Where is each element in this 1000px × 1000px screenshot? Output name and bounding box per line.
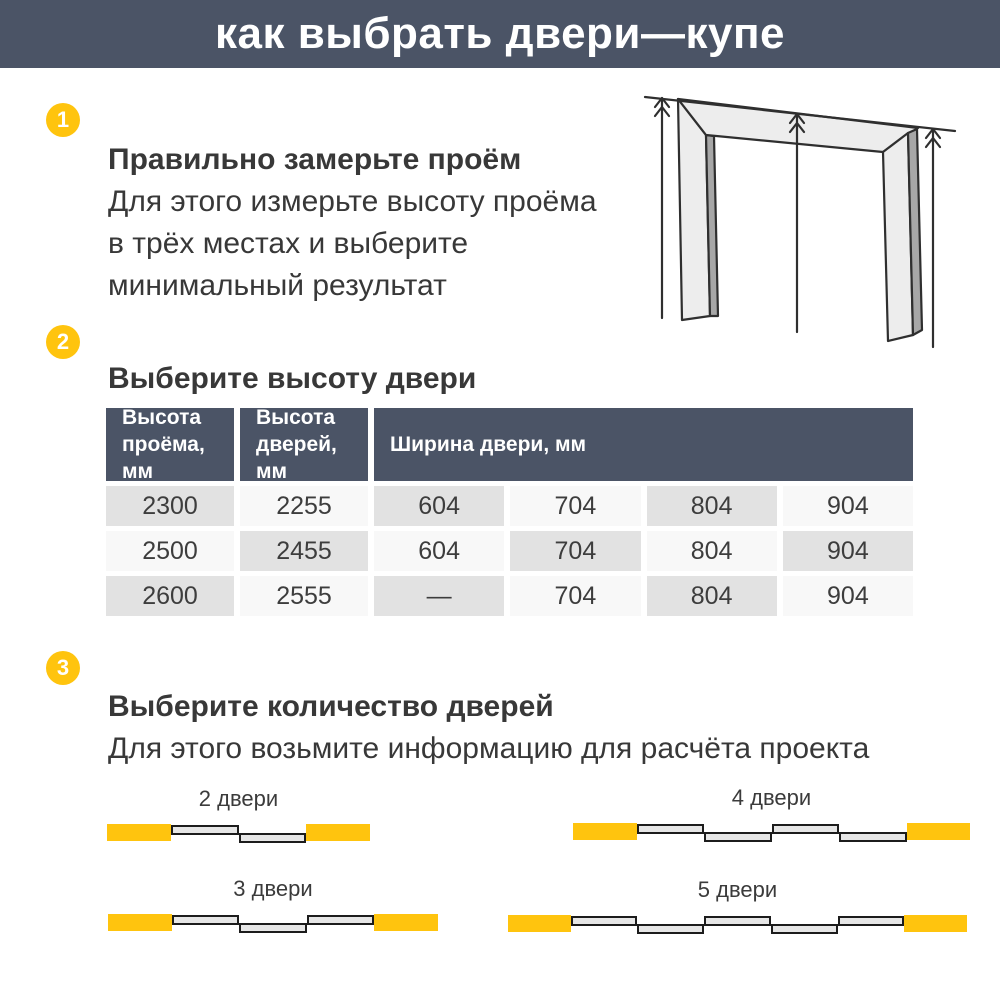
table-cell: 804 — [647, 486, 777, 526]
door-panel — [704, 916, 771, 926]
doors-diagram-4-label: 4 двери — [731, 785, 812, 810]
door-panel — [571, 916, 638, 926]
door-panel — [172, 915, 240, 925]
door-opening-measurement-illustration — [600, 85, 1000, 355]
wall-segment — [904, 915, 967, 932]
step-1-body-line: минимальный результат — [108, 269, 447, 302]
table-cell: 804 — [647, 576, 777, 616]
wall-segment — [108, 914, 172, 931]
wall-segment — [306, 824, 370, 841]
step-2-number: 2 — [56, 329, 70, 354]
table-cell: 2555 — [240, 576, 368, 616]
door-height-table — [106, 408, 913, 616]
title-banner — [0, 0, 1000, 68]
door-panel — [704, 832, 772, 842]
table-cell: 704 — [510, 531, 640, 571]
door-panel — [239, 923, 307, 933]
table-cell: 2300 — [106, 486, 234, 526]
table-cell: 604 — [374, 531, 504, 571]
step-1-heading: Правильно замерьте проём — [108, 143, 522, 176]
doors-diagram-2-label: 2 двери — [198, 786, 279, 811]
table-cell: 2455 — [240, 531, 368, 571]
door-panel — [772, 824, 840, 834]
step-2-text — [108, 358, 476, 400]
table-cell: 904 — [783, 576, 913, 616]
wall-segment — [907, 823, 971, 840]
table-cell: 2255 — [240, 486, 368, 526]
door-panel — [239, 833, 307, 843]
table-header-door-width: Ширина двери, мм — [374, 408, 913, 481]
doors-diagram-2-row — [107, 824, 370, 844]
door-panel — [307, 915, 375, 925]
step-1-number: 1 — [56, 107, 70, 132]
doors-diagram-3-row — [108, 914, 438, 934]
step-1-body-line: в трёх местах и выберите — [108, 227, 469, 260]
doors-diagram-3 — [108, 876, 438, 934]
table-cell: 2600 — [106, 576, 234, 616]
door-panel — [839, 832, 907, 842]
step-1-badge — [46, 103, 80, 137]
doors-diagram-3-label: 3 двери — [233, 876, 313, 901]
page-title: как выбрать двери—купе — [214, 9, 786, 58]
step-1-text — [108, 139, 597, 307]
table-cell: 804 — [647, 531, 777, 571]
doors-diagram-4-row — [573, 823, 970, 843]
wall-segment — [107, 824, 171, 841]
doors-diagram-4 — [573, 785, 970, 843]
doors-diagram-5-label: 5 двери — [697, 877, 778, 902]
step-1-body-line: Для этого измерьте высоту проёма — [108, 185, 597, 218]
door-panel — [637, 924, 704, 934]
step-3-text — [108, 686, 869, 770]
wall-segment — [374, 914, 438, 931]
doors-diagram-2 — [107, 786, 370, 844]
step-3-number: 3 — [56, 655, 70, 680]
door-panel — [838, 916, 905, 926]
doors-diagram-5 — [508, 877, 967, 935]
table-header-opening-height: Высота проёма, мм — [106, 408, 234, 481]
doors-diagram-5-row — [508, 915, 967, 935]
door-panel — [171, 825, 239, 835]
step-3-body-line: Для этого возьмите информацию для расчёта проекта — [108, 732, 870, 765]
table-header-door-height: Высота дверей, мм — [240, 408, 368, 481]
step-3-badge — [46, 651, 80, 685]
wall-segment — [573, 823, 637, 840]
table-cell: — — [374, 576, 504, 616]
wall-segment — [508, 915, 571, 932]
door-panel — [637, 824, 705, 834]
table-cell: 904 — [783, 531, 913, 571]
step-2-badge — [46, 325, 80, 359]
table-cell: 704 — [510, 576, 640, 616]
table-cell: 2500 — [106, 531, 234, 571]
table-cell: 704 — [510, 486, 640, 526]
table-cell: 604 — [374, 486, 504, 526]
step-2-heading: Выберите высоту двери — [108, 362, 477, 395]
door-panel — [771, 924, 838, 934]
table-cell: 904 — [783, 486, 913, 526]
step-3-heading: Выберите количество дверей — [108, 690, 554, 723]
